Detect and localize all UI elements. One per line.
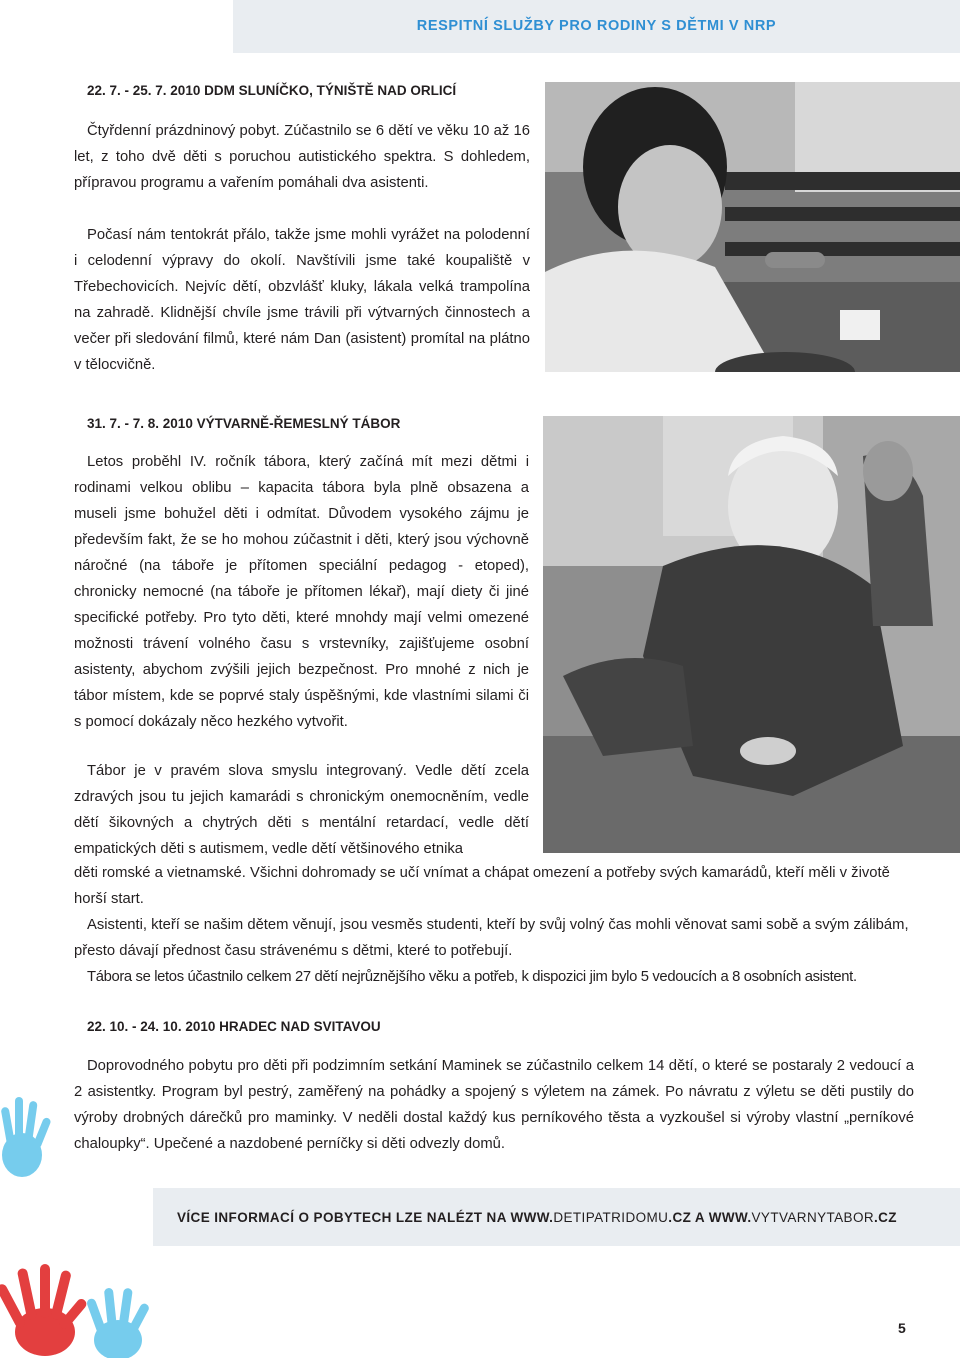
blue-hand-print-icon: [0, 1095, 60, 1190]
paragraph: Tábor je v pravém slova smyslu integrovaný. Vedle dětí zcela zdravých jsou tu jejich kamarádi s chronickým onemocněním, vedle dětí šikovných a chytrých děti s mentální retardací, vedle dětí empatických děti s autismem, vedle dětí většinového etnika: [74, 763, 529, 857]
paragraph: Doprovodného pobytu pro děti při podzimním setkání Maminek se zúčastnilo celkem 14 dětí, o které se postaraly 2 vedoucí a 2 asistentky. Program byl pestrý, zaměřený na pohádky a spojený s výletem na zámek. Po návratu z výletu se děti pustily do výroby drobných dárečků pro maminky. V neděli dostal každý kus perníkového těsta a vyzkoušel si výroby vlastní „perníkové chaloupky“. Upečené a nazdobené perníčky si děti odvezly domů.: [74, 1058, 914, 1152]
paragraph: Tábora se letos účastnilo celkem 27 dětí nejrůznějšího věku a potřeb, k dispozici jim bylo 5 vedoucích a 8 osobních asistent.: [87, 969, 857, 985]
hand-prints-icon: [0, 1262, 160, 1358]
footer-band: [153, 1188, 960, 1246]
paragraph: děti romské a vietnamské. Všichni dohromady se učí vnímat a chápat omezení a potřeby svých kamarádů, kteří měli v životě horší start.: [74, 865, 890, 907]
footer-tld: .CZ: [874, 1210, 897, 1225]
page-number: 5: [898, 1320, 906, 1336]
footer-link-detipatridomu[interactable]: DETIPATRIDOMU: [553, 1210, 669, 1225]
paragraph: Čtyřdenní prázdninový pobyt. Zúčastnilo se 6 dětí ve věku 10 až 16 let, z toho dvě děti s poruchou autistického spektra. S dohledem, přípravou programu a vařením pomáhali dva asistenti.: [74, 123, 530, 191]
paragraph: Asistenti, kteří se našim dětem věnují, jsou vesměs studenti, kteří by svůj volný čas mohli věnovat sami sobě a svým zálibám, přesto dávají přednost času strávenému s dětmi, které to potřebují.: [74, 917, 909, 959]
paragraph: Letos proběhl IV. ročník tábora, který začíná mít mezi dětmi i rodinami velkou oblibu – kapacita tábora byla plně obsazena a museli jsme bohužel děti i odmítat. Důvodem vysokého zájmu je především fakt, že se ho mohou zúčastnit i děti, který jsou výchovně náročné (na táboře je přítomen speciální pedagog - etoped), chronicky nemocné (na táboře je přítomen lékař), mají diety či jiné specifické potřeby. Pro tyto děti, které mnohdy mají velmi omezené možnosti trávení volného času s vrstevníky, zajišťujeme osobní asistenty, abychom zvýšili jejich bezpečnost. Pro mnohé z nich je tábor místem, kde se poprvé staly úspěšnými, kde vlastními silami či s pomocí dokázaly něco hezkého vytvořit.: [74, 454, 529, 730]
photo-boy-blowing-sausage: [545, 82, 960, 372]
footer-link-vytvarnytabor[interactable]: VYTVARNYTABOR: [751, 1210, 874, 1225]
paragraph: Počasí nám tentokrát přálo, takže jsme mohli vyrážet na polodenní i celodenní výpravy do okolí. Navštívili jsme také koupaliště v Třebechovicích. Nejvíc dětí, obzvlášť kluky, lákala velká trampolína na zahradě. Klidnější chvíle jsme trávili při výtvarných činnostech a večer při sledování filmů, které nám Dan (asistent) promítal na plátno v tělocvičně.: [74, 227, 530, 373]
photo-girl-laughing: [543, 416, 960, 853]
section-heading-tyniste: 22. 7. - 25. 7. 2010 DDM SLUNÍČKO, TÝNIŠTĚ NAD ORLICÍ: [87, 83, 457, 98]
footer-info-text: [177, 1210, 897, 1225]
page-header-title: RESPITNÍ SLUŽBY PRO RODINY S DĚTMI V NRP: [416, 18, 777, 34]
footer-link-separator: .CZ A WWW.: [668, 1210, 752, 1225]
section-heading-tabor: 31. 7. - 7. 8. 2010 VÝTVARNĚ-ŘEMESLNÝ TÁBOR: [87, 416, 401, 431]
section-heading-hradec: 22. 10. - 24. 10. 2010 HRADEC NAD SVITAVOU: [87, 1019, 381, 1034]
header-band: [233, 0, 960, 53]
footer-prefix: VÍCE INFORMACÍ O POBYTECH LZE NALÉZT NA WWW.: [177, 1210, 554, 1225]
